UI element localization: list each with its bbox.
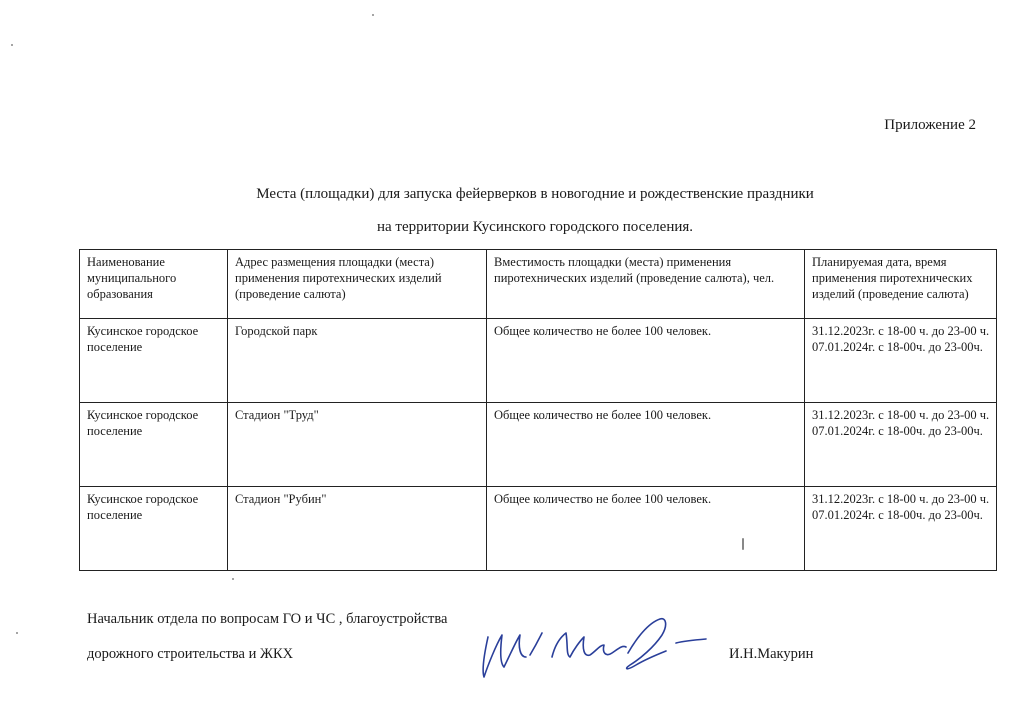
- date-line-1: 31.12.2023г. с 18-00 ч. до 23-00 ч.: [812, 492, 990, 506]
- scan-speck: [16, 632, 18, 634]
- table-row: [80, 403, 997, 487]
- fireworks-places-table: [79, 249, 997, 571]
- cell-capacity: Общее количество не более 100 человек.: [487, 403, 805, 487]
- date-line-2: 07.01.2024г. с 18-00ч. до 23-00ч.: [812, 340, 983, 354]
- cell-date: [805, 319, 997, 403]
- scan-speck: [11, 44, 13, 46]
- header-municipality: Наименование муниципального образования: [80, 250, 228, 319]
- header-capacity: Вместимость площадки (места) применения пиротехнических изделий (проведение салюта), чел.: [487, 250, 805, 319]
- handwritten-signature: [470, 605, 710, 695]
- signer-position-line-2: дорожного строительства и ЖКХ: [87, 646, 294, 662]
- signer-position-line-1: Начальник отдела по вопросам ГО и ЧС , благоустройства: [87, 611, 448, 627]
- cell-capacity: Общее количество не более 100 человек.: [487, 487, 805, 571]
- cell-municipality: Кусинское городское поселение: [80, 319, 228, 403]
- document-title-line-2: на территории Кусинского городского поселения.: [376, 219, 694, 235]
- cell-date: [805, 403, 997, 487]
- appendix-label: Приложение 2: [884, 117, 976, 133]
- document-title-line-1: Места (площадки) для запуска фейерверков в новогодние и рождественские праздники: [256, 186, 814, 202]
- header-address: Адрес размещения площадки (места) применения пиротехнических изделий (проведение салюта): [228, 250, 487, 319]
- cell-address: Стадион "Рубин": [228, 487, 487, 571]
- cell-address: Городской парк: [228, 319, 487, 403]
- header-date: Планируемая дата, время применения пиротехнических изделий (проведение салюта): [805, 250, 997, 319]
- date-line-1: 31.12.2023г. с 18-00 ч. до 23-00 ч.: [812, 324, 990, 338]
- date-line-1: 31.12.2023г. с 18-00 ч. до 23-00 ч.: [812, 408, 990, 422]
- table-row: [80, 487, 997, 571]
- table-row: [80, 319, 997, 403]
- scan-speck: [232, 578, 234, 580]
- table-header-row: [80, 250, 997, 319]
- cell-address: Стадион "Труд": [228, 403, 487, 487]
- cell-municipality: Кусинское городское поселение: [80, 403, 228, 487]
- signer-name: И.Н.Макурин: [729, 646, 814, 662]
- cell-date: [805, 487, 997, 571]
- cell-capacity: Общее количество не более 100 человек.: [487, 319, 805, 403]
- date-line-2: 07.01.2024г. с 18-00ч. до 23-00ч.: [812, 424, 983, 438]
- scan-speck: [372, 14, 374, 16]
- cell-municipality: Кусинское городское поселение: [80, 487, 228, 571]
- date-line-2: 07.01.2024г. с 18-00ч. до 23-00ч.: [812, 508, 983, 522]
- scan-speck: [742, 538, 744, 550]
